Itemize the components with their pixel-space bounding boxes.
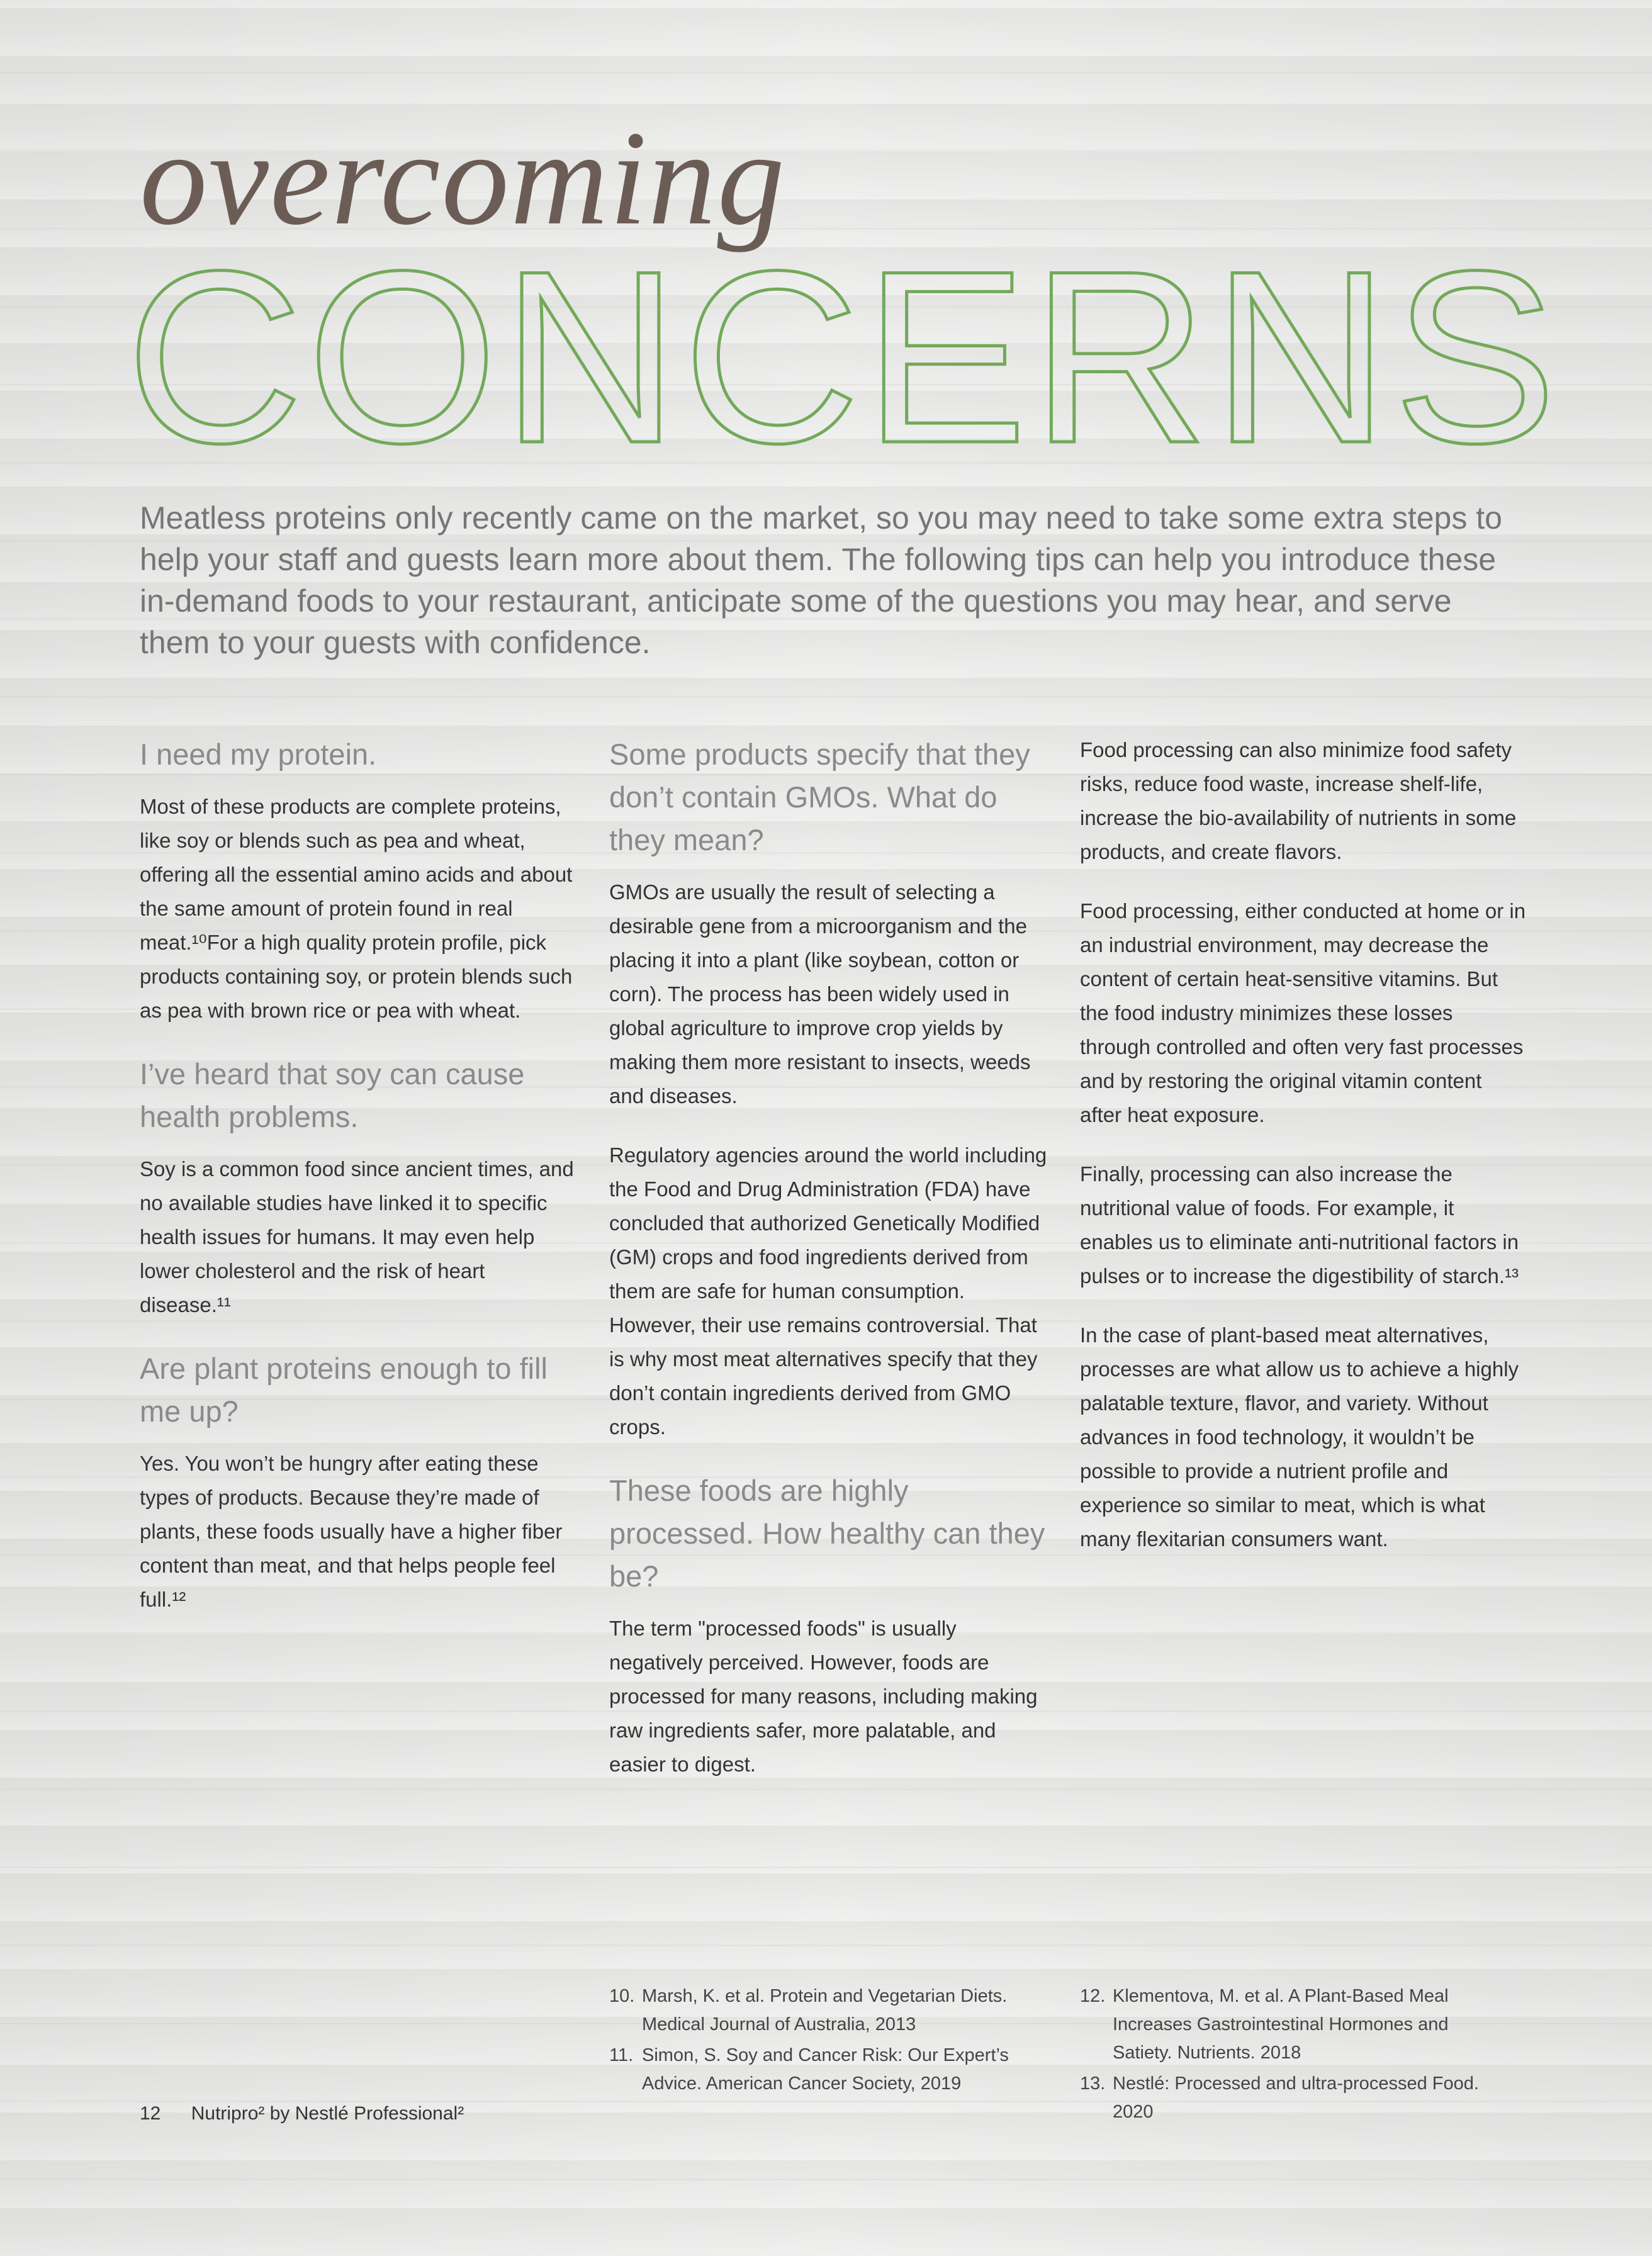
column-2 (609, 733, 1050, 1807)
title-concerns: CONCERNS (126, 220, 1561, 494)
footnote (1080, 2070, 1508, 2126)
paragraph-fill-up: Yes. You won’t be hungry after eating these types of products. Because they’re made of plants, these foods usually have a higher fiber content than meat, and that helps people feel full.¹² (140, 1452, 563, 1611)
footnote-text: Simon, S. Soy and Cancer Risk: Our Expert’s Advice. American Cancer Society, 2019 (642, 2045, 1009, 2094)
intro-paragraph: Meatless proteins only recently came on the market, so you may need to take some extra steps to help your staff and guests learn more about them. The following tips can help you introduce these in-demand foods to your restaurant, anticipate some of the questions you may hear, and serve them to your guests with confidence. (140, 500, 1502, 660)
footnote-number: 12. (1080, 1986, 1106, 2006)
paragraph-soy: Soy is a common food since ancient times, and no available studies have linked it to specific health issues for humans. It may even help lower cholesterol and the risk of heart disease.¹¹ (140, 1157, 574, 1316)
heading-processed: These foods are highly processed. How healthy can they be? (609, 1474, 1045, 1593)
footnote (1080, 1982, 1508, 2067)
paragraph-processed: The term "processed foods" is usually negatively perceived. However, foods are processed for many reasons, including making raw ingredients safer, more palatable, and easier to digest. (609, 1617, 1038, 1776)
paragraph-processing-4: In the case of plant-based meat alternatives, processes are what allow us to achieve a highly palatable texture, flavor, and variety. Without advances in food technology, it wouldn’t be possible to provide a nutrient profile and experience so similar to meat, which is what many flexitarian consumers want. (1080, 1323, 1519, 1551)
title-script: overcoming (140, 103, 786, 253)
paragraph-processing-3: Finally, processing can also increase the nutritional value of foods. For example, it enables us to eliminate anti-nutritional factors in pulses or to increase the digestibility of starch.¹³ (1080, 1162, 1519, 1288)
footnote (609, 1982, 1050, 2039)
heading-fill-up: Are plant proteins enough to fill me up? (140, 1352, 548, 1428)
paragraph-gmo-2: Regulatory agencies around the world including the Food and Drug Administration (FDA) have concluded that authorized Genetically Modified (GM) crops and food ingredients derived from them are safe for human consumption. However, their use remains controversial. That is why most meat alternatives specify that they don’t contain ingredients derived from GMO crops. (609, 1143, 1047, 1439)
paragraph-protein: Most of these products are complete proteins, like soy or blends such as pea and wheat, offering all the essential amino acids and about the same amount of protein found in real meat.¹⁰For a high quality protein profile, pick products containing soy, or protein blends such as pea with brown rice or pea with wheat. (140, 795, 573, 1022)
footnote-number: 11. (609, 2045, 634, 2065)
heading-soy: I’ve heard that soy can cause health problems. (140, 1057, 525, 1133)
heading-protein: I need my protein. (140, 738, 377, 771)
page-number: 12 (140, 2103, 161, 2124)
heading-gmo: Some products specify that they don’t contain GMOs. What do they mean? (609, 738, 1030, 856)
publication-name: Nutripro² by Nestlé Professional² (191, 2103, 464, 2124)
paragraph-processing-1: Food processing can also minimize food safety risks, reduce food waste, increase shelf-life, increase the bio-availability of nutrients in some products, and create flavors. (1080, 738, 1517, 863)
footnote-text: Klementova, M. et al. A Plant-Based Meal Increases Gastrointestinal Hormones and Satiety. Nutrients. 2018 (1113, 1986, 1449, 2063)
column-1 (140, 733, 580, 1642)
paragraph-gmo-1: GMOs are usually the result of selecting a desirable gene from a microorganism and the placing it into a plant (like soybean, cotton or corn). The process has been widely used in global agriculture to improve crop yields by making them more resistant to insects, weeds and diseases. (609, 880, 1031, 1108)
footnote-text: Nestlé: Processed and ultra-processed Food. 2020 (1113, 2074, 1479, 2122)
page-footer (140, 2103, 464, 2124)
column-3 (1080, 733, 1527, 1581)
paragraph-processing-2: Food processing, either conducted at home or in an industrial environment, may decrease the content of certain heat-sensitive vitamins. But the food industry minimizes these losses through controlled and often very fast processes and by restoring the original vitamin content after heat exposure. (1080, 899, 1526, 1126)
footnotes-left (609, 1982, 1050, 2101)
footnote-text: Marsh, K. et al. Protein and Vegetarian Diets. Medical Journal of Australia, 2013 (642, 1986, 1008, 2034)
footnote-number: 10. (609, 1986, 635, 2006)
footnote (609, 2041, 1050, 2098)
footnote-number: 13. (1080, 2074, 1106, 2094)
footnotes-right (1080, 1982, 1508, 2129)
